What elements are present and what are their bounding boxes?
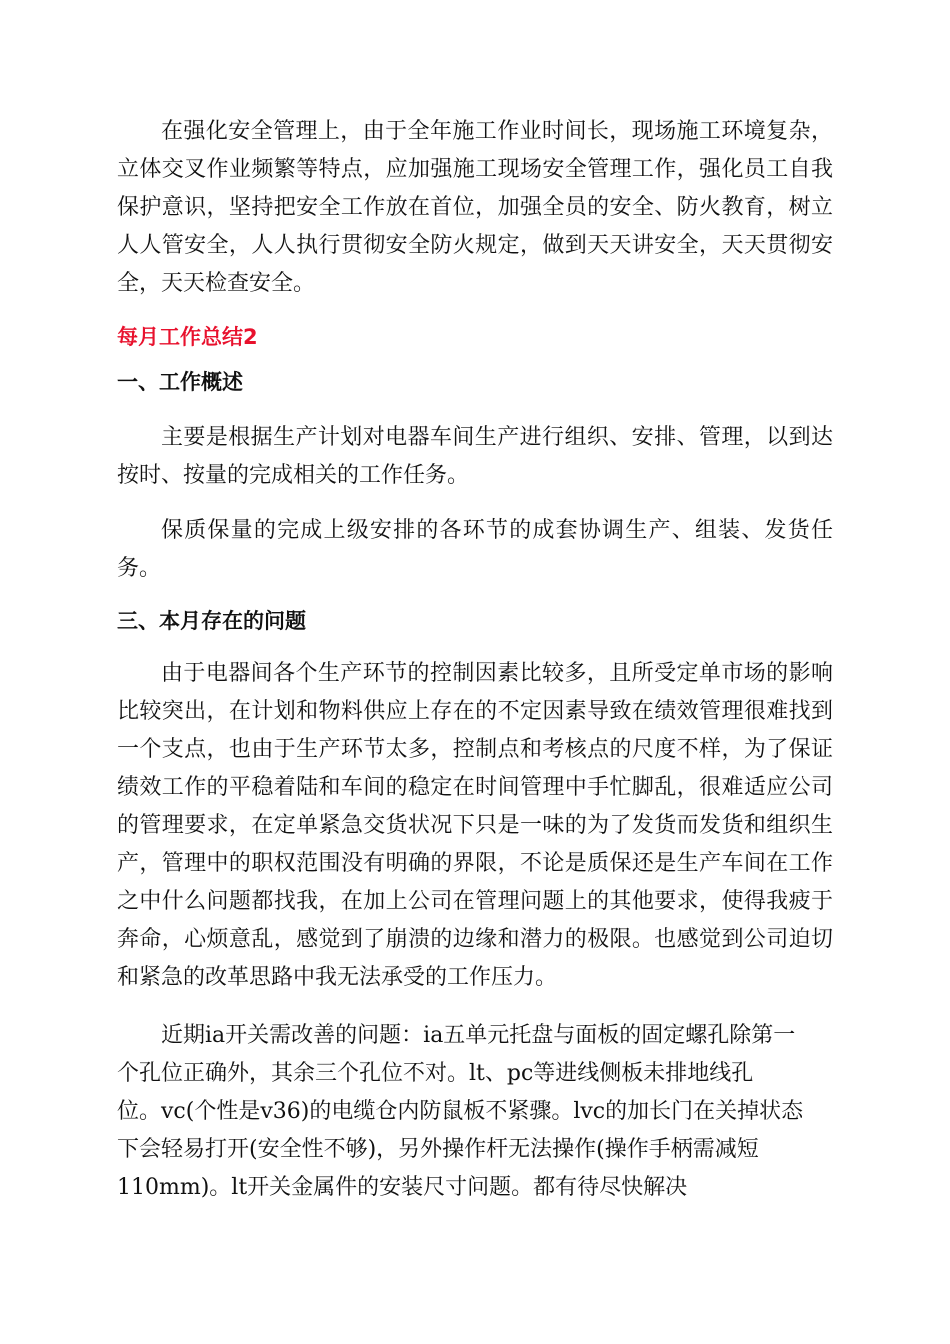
paragraph-ia-switch-issues <box>117 1017 833 1207</box>
text-line: 下会轻易打开(安全性不够)，另外操作杆无法操作(操作手柄需减短 <box>117 1137 759 1162</box>
text-line: 110mm)。lt开关金属件的安装尺寸问题。都有待尽快解决 <box>117 1175 688 1200</box>
paragraph-overview-quality: 保质保量的完成上级安排的各环节的成套协调生产、组装、发货任务。 <box>117 518 833 581</box>
text-line: 个孔位正确外，其余三个孔位不对。lt、pc等进线侧板未排地线孔 <box>117 1061 754 1086</box>
text-line: 位。vc(个性是v36)的电缆仓内防鼠板不紧骤。lvc的加长门在关掉状态 <box>117 1099 804 1124</box>
text-line: 近期ia开关需改善的问题：ia五单元托盘与面板的固定螺孔除第一 <box>161 1023 796 1048</box>
paragraph-overview-main: 主要是根据生产计划对电器车间生产进行组织、安排、管理，以到达按时、按量的完成相关的工作任务。 <box>117 425 833 488</box>
paragraph-problems-description: 由于电器间各个生产环节的控制因素比较多，且所受定单市场的影响比较突出，在计划和物料供应上存在的不定因素导致在绩效管理很难找到一个支点，也由于生产环节太多，控制点和考核点的尺度不样，为了保证绩效工作的平稳着陆和车间的稳定在时间管理中手忙脚乱，很难适应公司的管理要求，在定单紧急交货状况下只是一味的为了发货而发货和组织生产，管理中的职权范围没有明确的界限，不论是质保还是生产车间在工作之中什么问题都找我，在加上公司在管理问题上的其他要求，使得我疲于奔命，心烦意乱，感觉到了崩溃的边缘和潜力的极限。也感觉到公司迫切和紧急的改革思路中我无法承受的工作压力。 <box>117 661 833 990</box>
paragraph-safety-management: 在强化安全管理上，由于全年施工作业时间长，现场施工环境复杂，立体交叉作业频繁等特点，应加强施工现场安全管理工作，强化员工自我保护意识，坚持把安全工作放在首位，加强全员的安全、防火教育，树立人人管安全，人人执行贯彻安全防火规定，做到天天讲安全，天天贯彻安全，天天检查安全。 <box>117 119 833 296</box>
section-title: 每月工作总结2 <box>117 325 258 349</box>
heading-work-overview: 一、工作概述 <box>117 370 243 394</box>
heading-monthly-problems: 三、本月存在的问题 <box>117 609 306 633</box>
